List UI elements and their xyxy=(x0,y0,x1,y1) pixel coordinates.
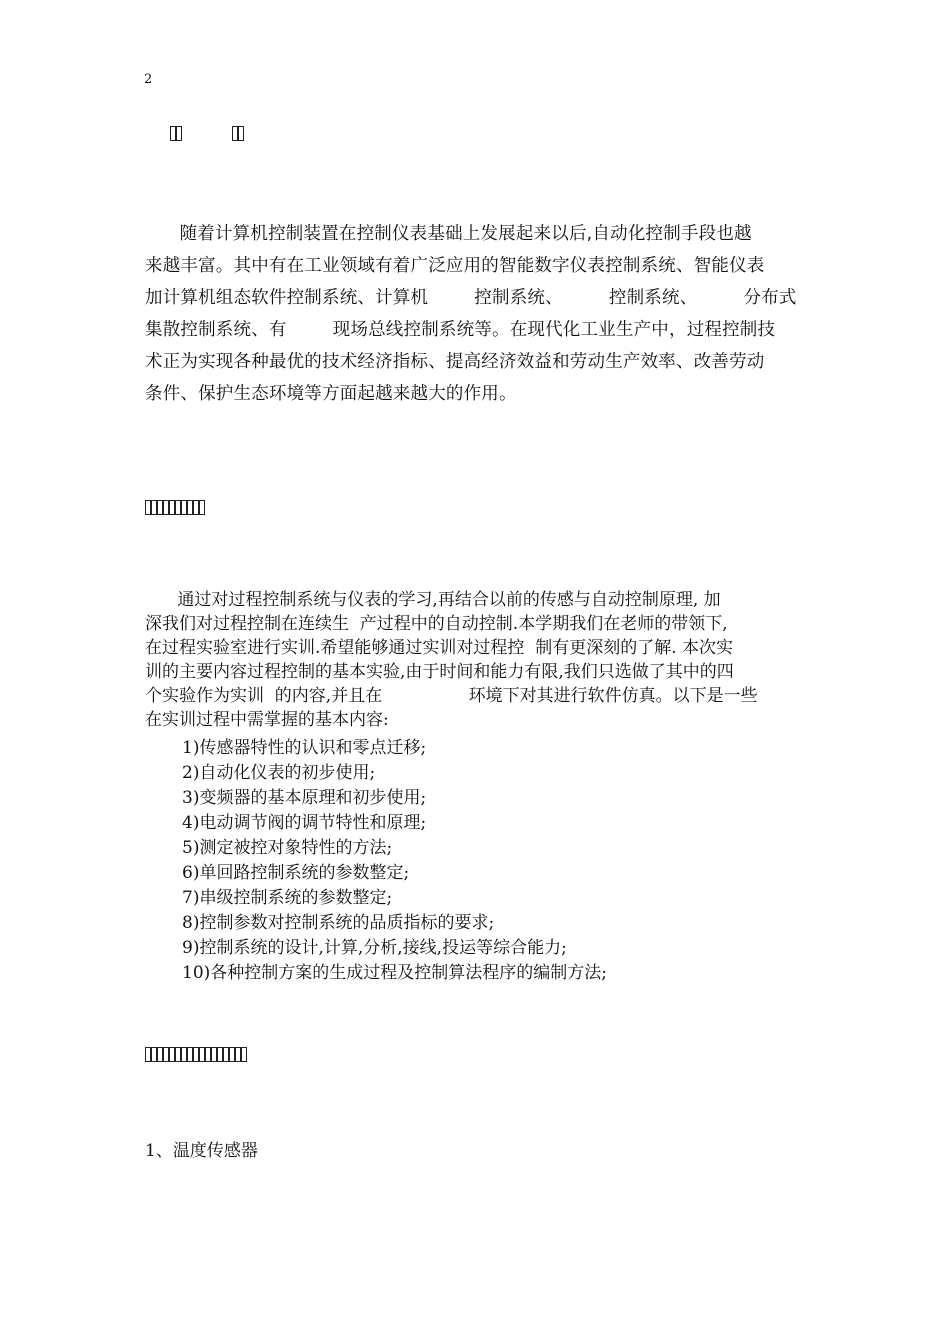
intro-paragraph xyxy=(145,218,815,410)
heading-missing-glyphs-1 xyxy=(170,126,182,141)
list-item: 9)控制系统的设计,计算,分析,接线,投运等综合能力; xyxy=(182,938,567,958)
text-line: 集散控制系统、有 现场总线控制系统等。在现代化工业生产中，过程控制技 xyxy=(145,320,776,340)
text-line: 条件、保护生态环境等方面起越来越大的作用。 xyxy=(145,384,517,404)
content-list xyxy=(182,736,607,986)
list-item: 2)自动化仪表的初步使用; xyxy=(182,763,376,783)
text-line: 在实训过程中需掌握的基本内容: xyxy=(145,710,389,730)
subsection-title: 1、温度传感器 xyxy=(145,1141,258,1161)
text-line: 通过对过程控制系统与仪表的学习,再结合以前的传感与自动控制原理, 加 xyxy=(145,590,721,610)
text-line: 深我们对过程控制在连续生 产过程中的自动控制.本学期我们在老师的带领下, xyxy=(145,614,728,634)
list-item: 4)电动调节阀的调节特性和原理; xyxy=(182,813,427,833)
list-item: 3)变频器的基本原理和初步使用; xyxy=(182,788,427,808)
text-line: 训的主要内容过程控制的基本实验,由于时间和能力有限,我们只选做了其中的四 xyxy=(145,662,734,682)
section-heading-missing-glyphs-2 xyxy=(145,1047,247,1062)
list-item: 10)各种控制方案的生成过程及控制算法程序的编制方法; xyxy=(182,963,607,983)
text-line: 个实验作为实训 的内容,并且在 环境下对其进行软件仿真。以下是一些 xyxy=(145,686,758,706)
text-line: 加计算机组态软件控制系统、计算机 控制系统、 控制系统、 分布式 xyxy=(145,288,797,308)
list-item: 1)传感器特性的认识和零点迁移; xyxy=(182,738,427,758)
page-number: 2 xyxy=(144,72,153,87)
heading-missing-glyphs-2 xyxy=(232,126,244,141)
text-line: 在过程实验室进行实训.希望能够通过实训对过程控 制有更深刻的了解. 本次实 xyxy=(145,638,734,658)
training-paragraph xyxy=(145,588,815,732)
text-line: 随着计算机控制装置在控制仪表基础上发展起来以后,自动化控制手段也越 xyxy=(145,224,752,244)
list-item: 6)单回路控制系统的参数整定; xyxy=(182,863,410,883)
section-heading-missing-glyphs xyxy=(145,500,205,515)
list-item: 5)测定被控对象特性的方法; xyxy=(182,838,393,858)
list-item: 7)串级控制系统的参数整定; xyxy=(182,888,393,908)
text-line: 术正为实现各种最优的技术经济指标、提高经济效益和劳动生产效率、改善劳动 xyxy=(145,352,765,372)
list-item: 8)控制参数对控制系统的品质指标的要求; xyxy=(182,913,495,933)
text-line: 来越丰富。其中有在工业领域有着广泛应用的智能数字仪表控制系统、智能仪表 xyxy=(145,256,765,276)
